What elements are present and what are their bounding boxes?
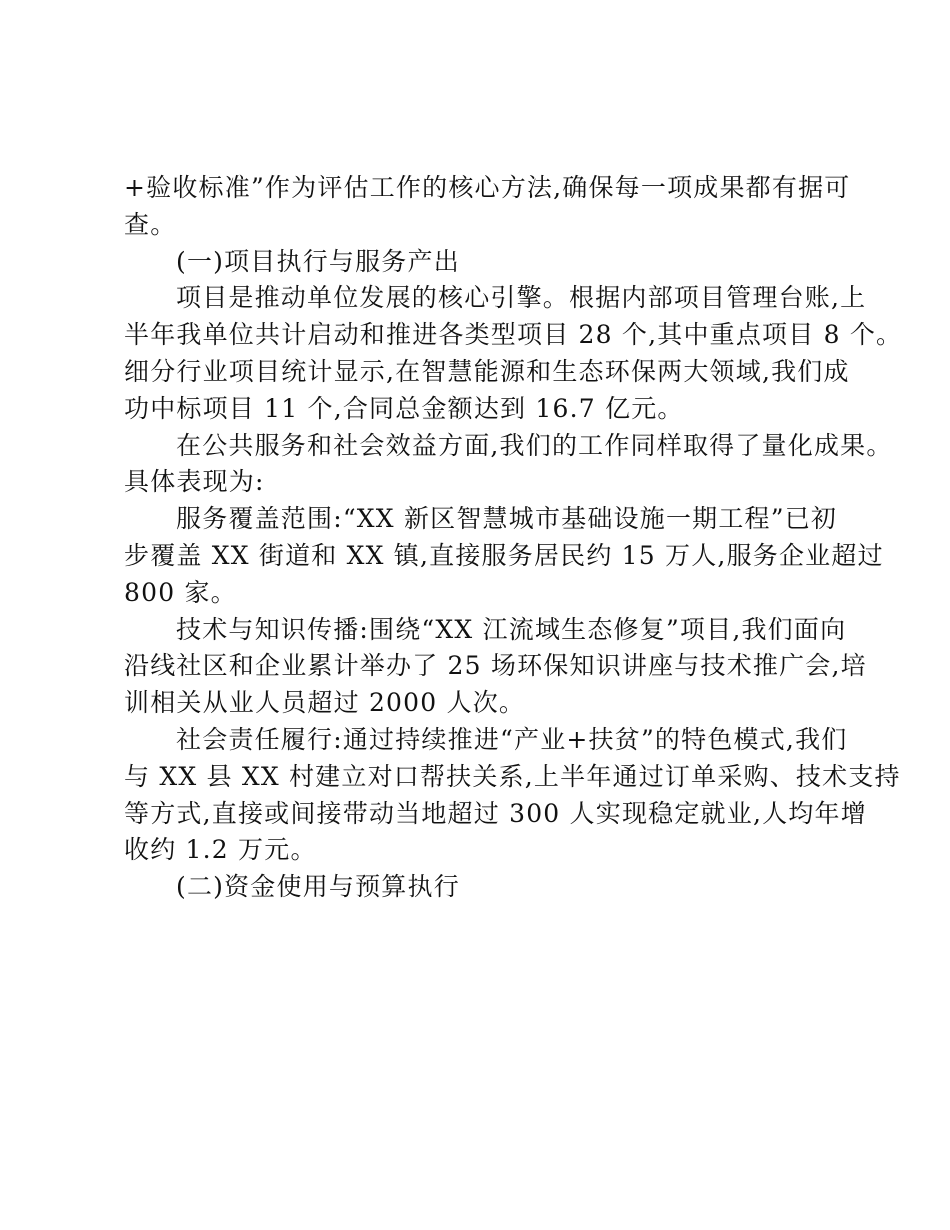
section-heading-budget-execution: (二)资金使用与预算执行 [176,872,460,902]
paragraph-line: 沿线社区和企业累计举办了 25 场环保知识讲座与技术推广会,培 [124,651,867,681]
paragraph-line: 项目是推动单位发展的核心引擎。根据内部项目管理台账,上 [176,283,867,313]
paragraph-line: 社会责任履行:通过持续推进“产业+扶贫”的特色模式,我们 [176,724,848,754]
paragraph-line: 服务覆盖范围:“XX 新区智慧城市基础设施一期工程”已初 [176,504,838,534]
paragraph-line: 半年我单位共计启动和推进各类型项目 28 个,其中重点项目 8 个。 [124,320,903,350]
paragraph-line: 具体表现为: [124,467,265,497]
section-heading-project-execution: (一)项目执行与服务产出 [176,246,460,276]
paragraph-line: 收约 1.2 万元。 [124,835,317,865]
document-body [124,170,903,906]
paragraph-line: 步覆盖 XX 街道和 XX 镇,直接服务居民约 15 万人,服务企业超过 [124,540,884,570]
paragraph-line: +验收标准”作为评估工作的核心方法,确保每一项成果都有据可 [124,173,851,202]
paragraph-line: 与 XX 县 XX 村建立对口帮扶关系,上半年通过订单采购、技术支持 [124,761,901,791]
paragraph-line: 在公共服务和社会效益方面,我们的工作同样取得了量化成果。 [176,430,893,460]
paragraph-line: 等方式,直接或间接带动当地超过 300 人实现稳定就业,人均年增 [124,798,867,828]
paragraph-line: 技术与知识传播:围绕“XX 江流域生态修复”项目,我们面向 [176,614,847,644]
paragraph-line: 800 家。 [124,577,237,607]
paragraph-line: 查。 [124,209,177,239]
paragraph-line: 训相关从业人员超过 2000 人次。 [124,688,526,718]
paragraph-line: 功中标项目 11 个,合同总金额达到 16.7 亿元。 [124,393,684,423]
paragraph-line: 细分行业项目统计显示,在智慧能源和生态环保两大领域,我们成 [124,356,850,386]
